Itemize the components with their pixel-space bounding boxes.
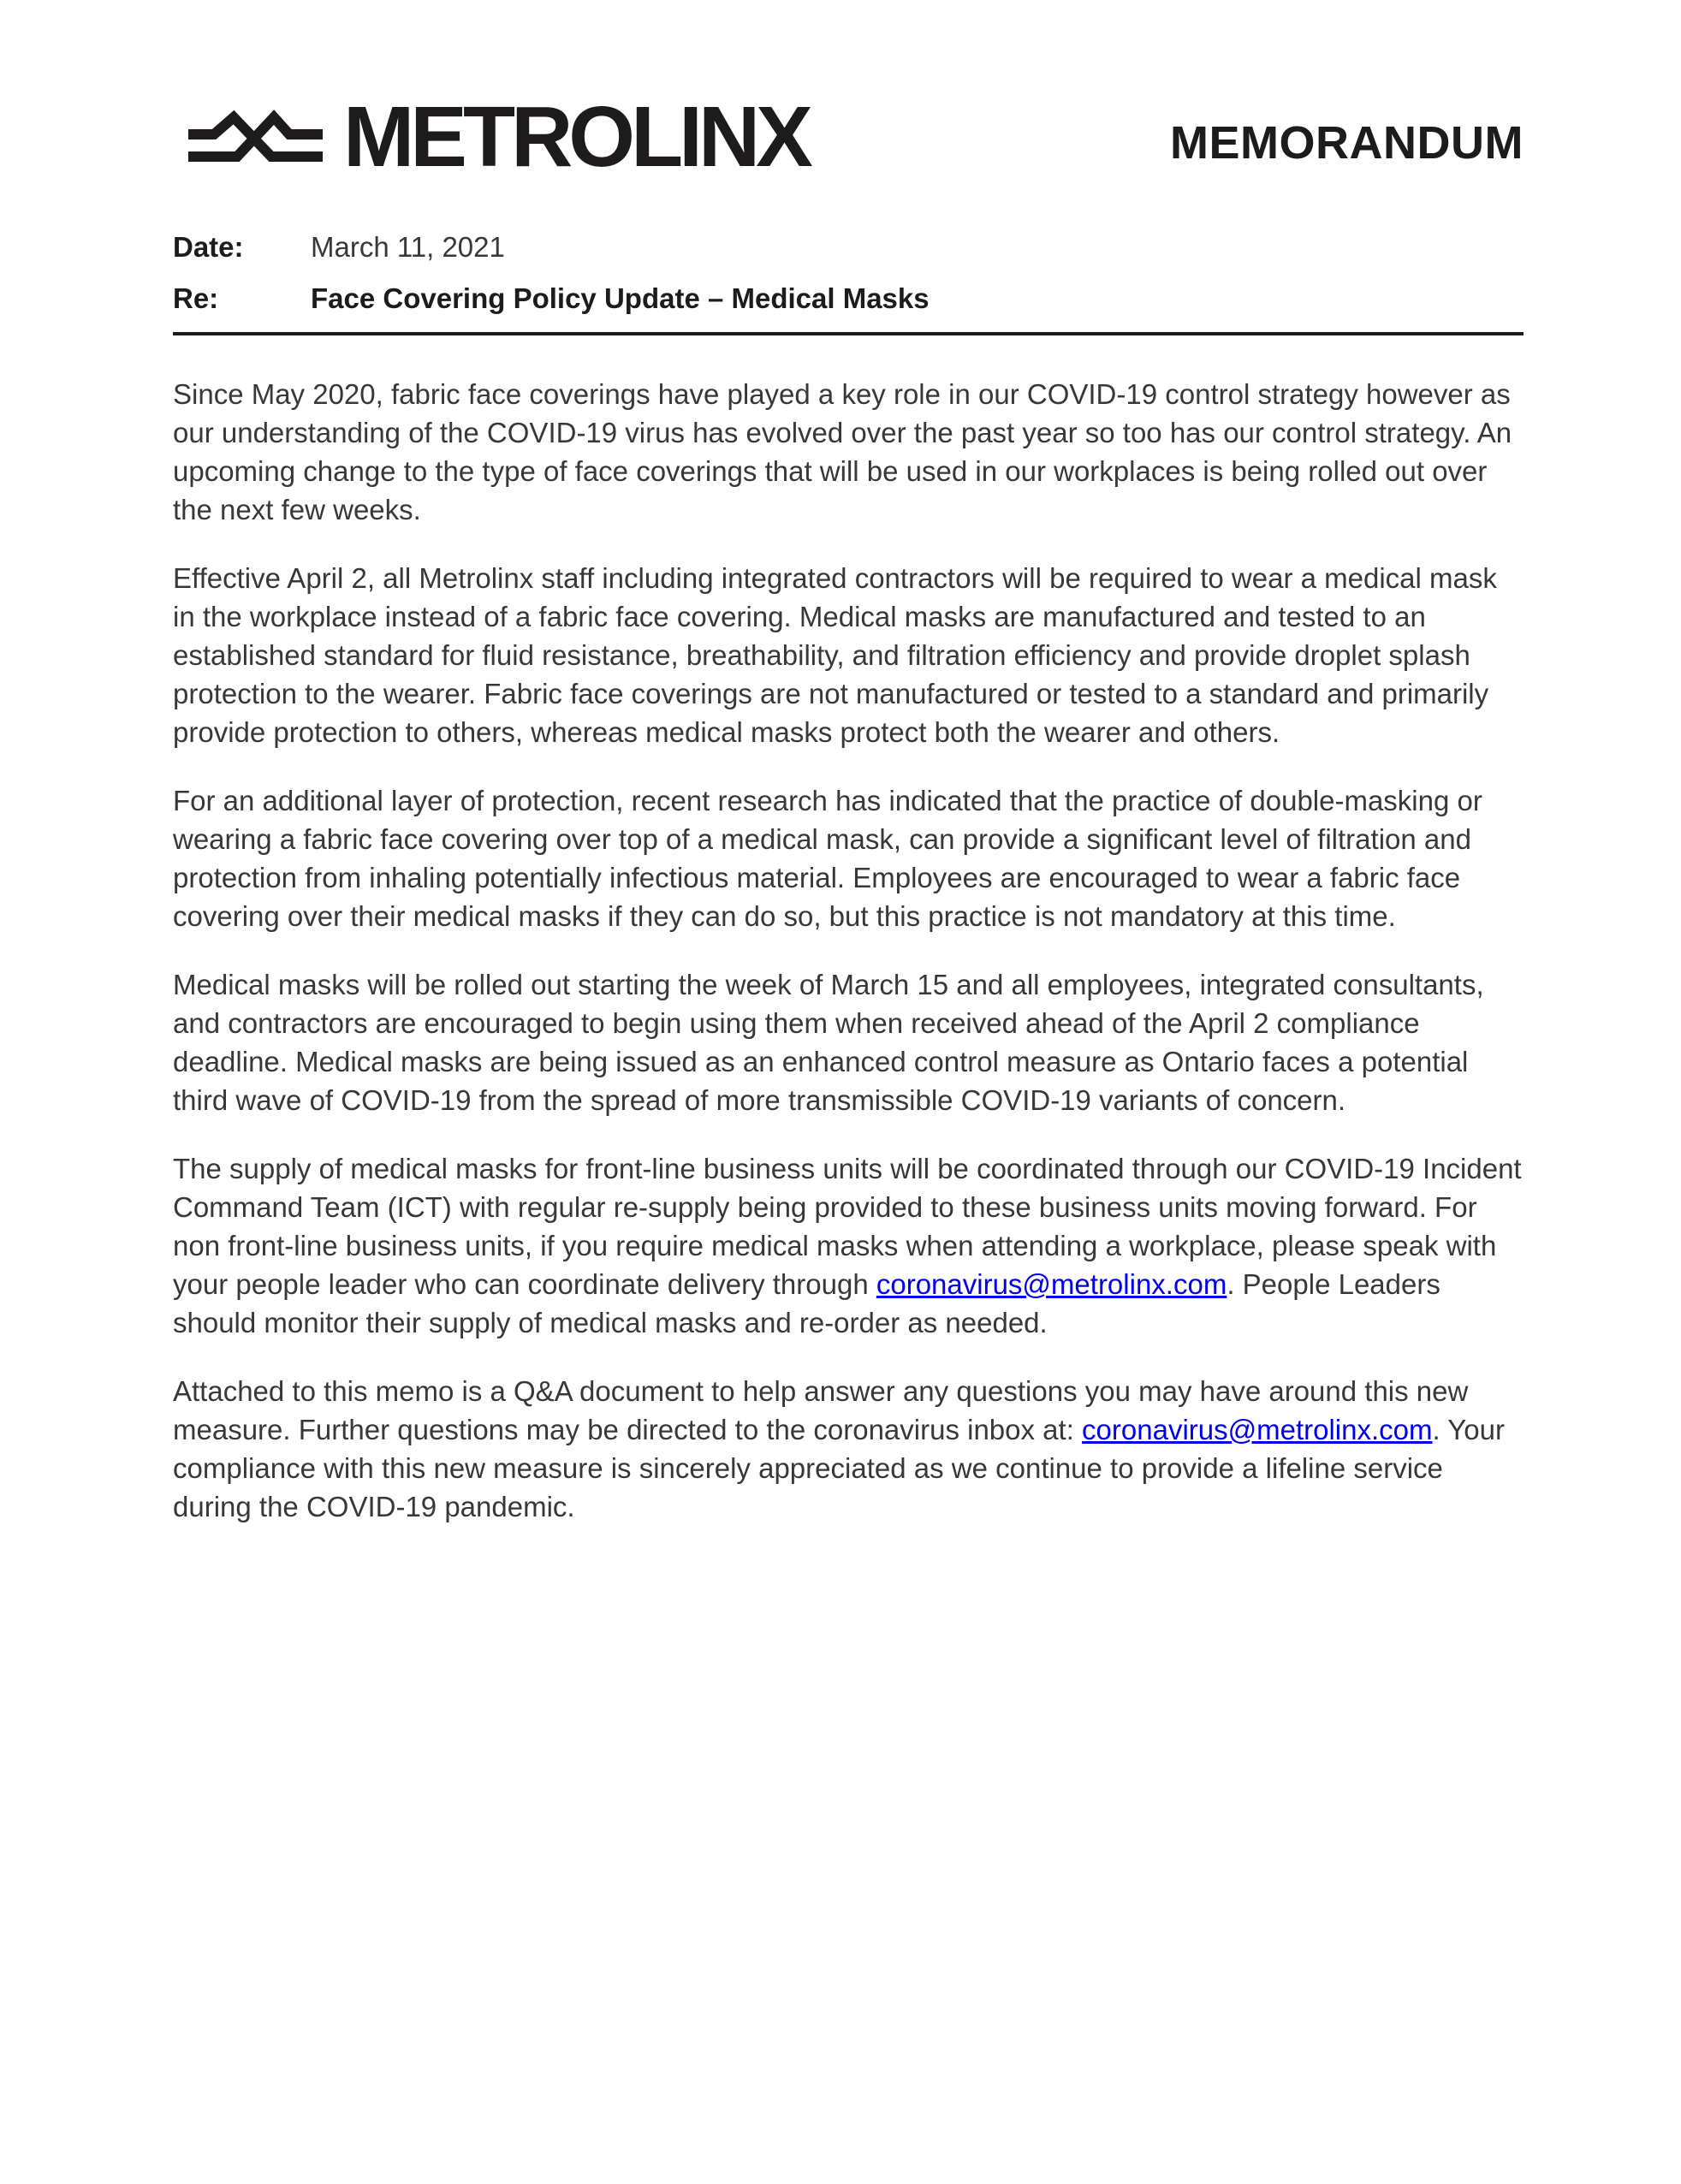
email-link[interactable]: coronavirus@metrolinx.com <box>876 1268 1227 1300</box>
metrolinx-logo <box>188 89 809 185</box>
metrolinx-logo-icon <box>188 110 323 164</box>
date-value: March 11, 2021 <box>311 231 505 263</box>
body-paragraph: Since May 2020, fabric face coverings have played a key role in our COVID-19 control strategy however as our understanding of the COVID-19 virus has evolved over the past year so too has our control strategy. An upcoming change to the type of face coverings that will be used in our workplaces is being rolled out over the next few weeks. <box>173 378 1512 525</box>
body-paragraph: Medical masks will be rolled out starting the week of March 15 and all employees, integrated consultants, and contractors are encouraged to begin using them when received ahead of the April 2 compliance deadline. Medical masks are being issued as an enhanced control measure as Ontario faces a potential third wave of COVID-19 from the spread of more transmissible COVID-19 variants of concern. <box>173 969 1484 1116</box>
date-row <box>173 228 1524 266</box>
memo-body <box>173 375 1524 1526</box>
body-paragraph: Effective April 2, all Metrolinx staff including integrated contractors will be required to wear a medical mask in the workplace instead of a fabric face covering. Medical masks are manufactured and tested to an established standard for fluid resistance, breathability, and filtration efficiency and provide droplet splash protection to the wearer. Fabric face coverings are not manufactured or tested to a standard and primarily provide protection to others, whereas medical masks protect both the wearer and others. <box>173 562 1497 748</box>
subject-label: Re: <box>173 282 219 314</box>
memo-header <box>173 89 1524 185</box>
body-paragraph: The supply of medical masks for front-line business units will be coordinated through our COVID-19 Incident Command Team (ICT) with regular re-supply being provided to these business units moving forward. For non front-line business units, if you require medical masks when attending a workplace, please speak with your people leader who can coordinate delivery through coronavirus@metrolinx.com. People Leaders should monitor their supply of medical masks and re-order as needed. <box>173 1153 1522 1338</box>
body-paragraph: For an additional layer of protection, recent research has indicated that the practice of double-masking or wearing a fabric face covering over top of a medical mask, can provide a significant level of filtration and protection from inhaling potentially infectious material. Employees are encouraged to wear a fabric face covering over their medical masks if they can do so, but this practice is not mandatory at this time. <box>173 785 1482 932</box>
memo-meta <box>173 228 1524 318</box>
document-type-title: MEMORANDUM <box>1170 117 1524 169</box>
body-paragraph: Attached to this memo is a Q&A document to help answer any questions you may have around this new measure. Further questions may be directed to the coronavirus inbox at: coronavirus@metrolinx.com. Your compliance with this new measure is sincerely appreciated as we continue to provide a lifeline service during the COVID-19 pandemic. <box>173 1375 1505 1522</box>
date-label: Date: <box>173 231 244 263</box>
header-divider-rule <box>173 332 1524 335</box>
subject-row <box>173 279 1524 318</box>
email-link[interactable]: coronavirus@metrolinx.com <box>1082 1414 1433 1445</box>
subject-value: Face Covering Policy Update – Medical Masks <box>311 282 930 314</box>
brand-wordmark: METROLINX <box>343 89 809 185</box>
